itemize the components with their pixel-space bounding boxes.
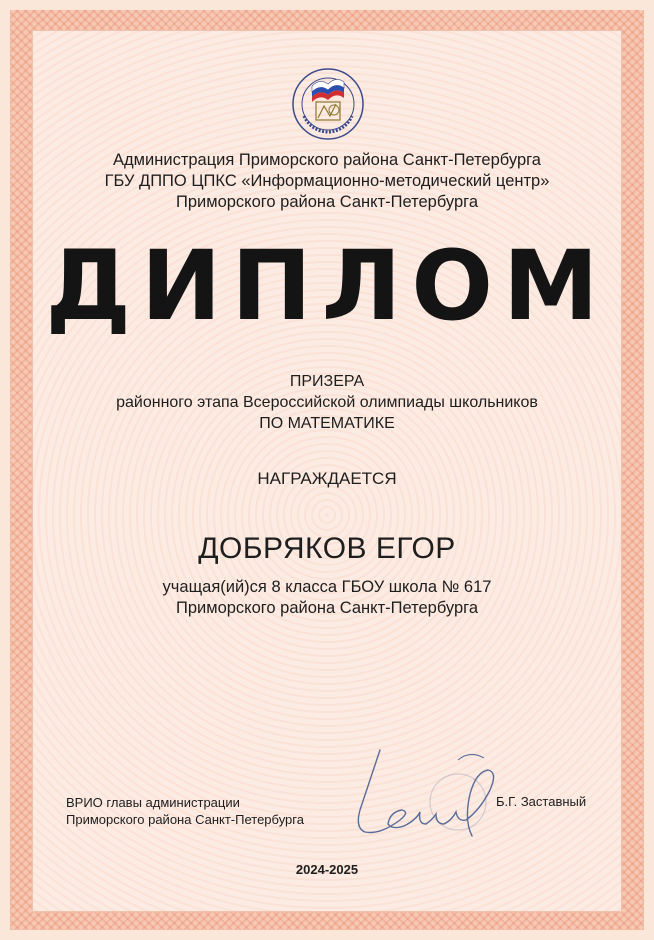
school-line-2: Приморского района Санкт-Петербурга xyxy=(175,599,479,617)
prize-line-3: ПО МАТЕМАТИКЕ xyxy=(259,415,395,432)
organization-line-3: Приморского района Санкт-Петербурга xyxy=(175,193,479,211)
prize-description xyxy=(0,371,654,434)
diploma-title: ДИПЛОМ xyxy=(45,230,609,342)
recipient-school xyxy=(0,577,654,619)
prize-line-1: ПРИЗЕРА xyxy=(289,373,365,390)
signatory-position-line-2: Приморского района Санкт-Петербурга xyxy=(66,812,304,827)
organization-line-1: Администрация Приморского района Санкт-Петербурга xyxy=(113,151,541,169)
signatory-position-line-1: ВРИО главы администрации xyxy=(66,795,240,810)
signatory-position xyxy=(66,794,304,828)
award-label: НАГРАЖДАЕТСЯ xyxy=(257,469,397,488)
handwritten-signature xyxy=(340,740,510,840)
academic-year: 2024-2025 xyxy=(295,862,359,877)
recipient-name: ДОБРЯКОВ ЕГОР xyxy=(198,532,456,565)
signatory-name: Б.Г. Заставный xyxy=(496,794,587,809)
organization-line-2: ГБУ ДППО ЦПКС «Информационно-методический центр» xyxy=(104,172,550,190)
organization-header xyxy=(0,150,654,213)
prize-line-2: районного этапа Всероссийской олимпиады школьников xyxy=(116,394,538,411)
school-line-1: учащая(ий)ся 8 класса ГБОУ школа № 617 xyxy=(162,578,492,596)
olympiad-emblem-icon xyxy=(290,66,366,142)
